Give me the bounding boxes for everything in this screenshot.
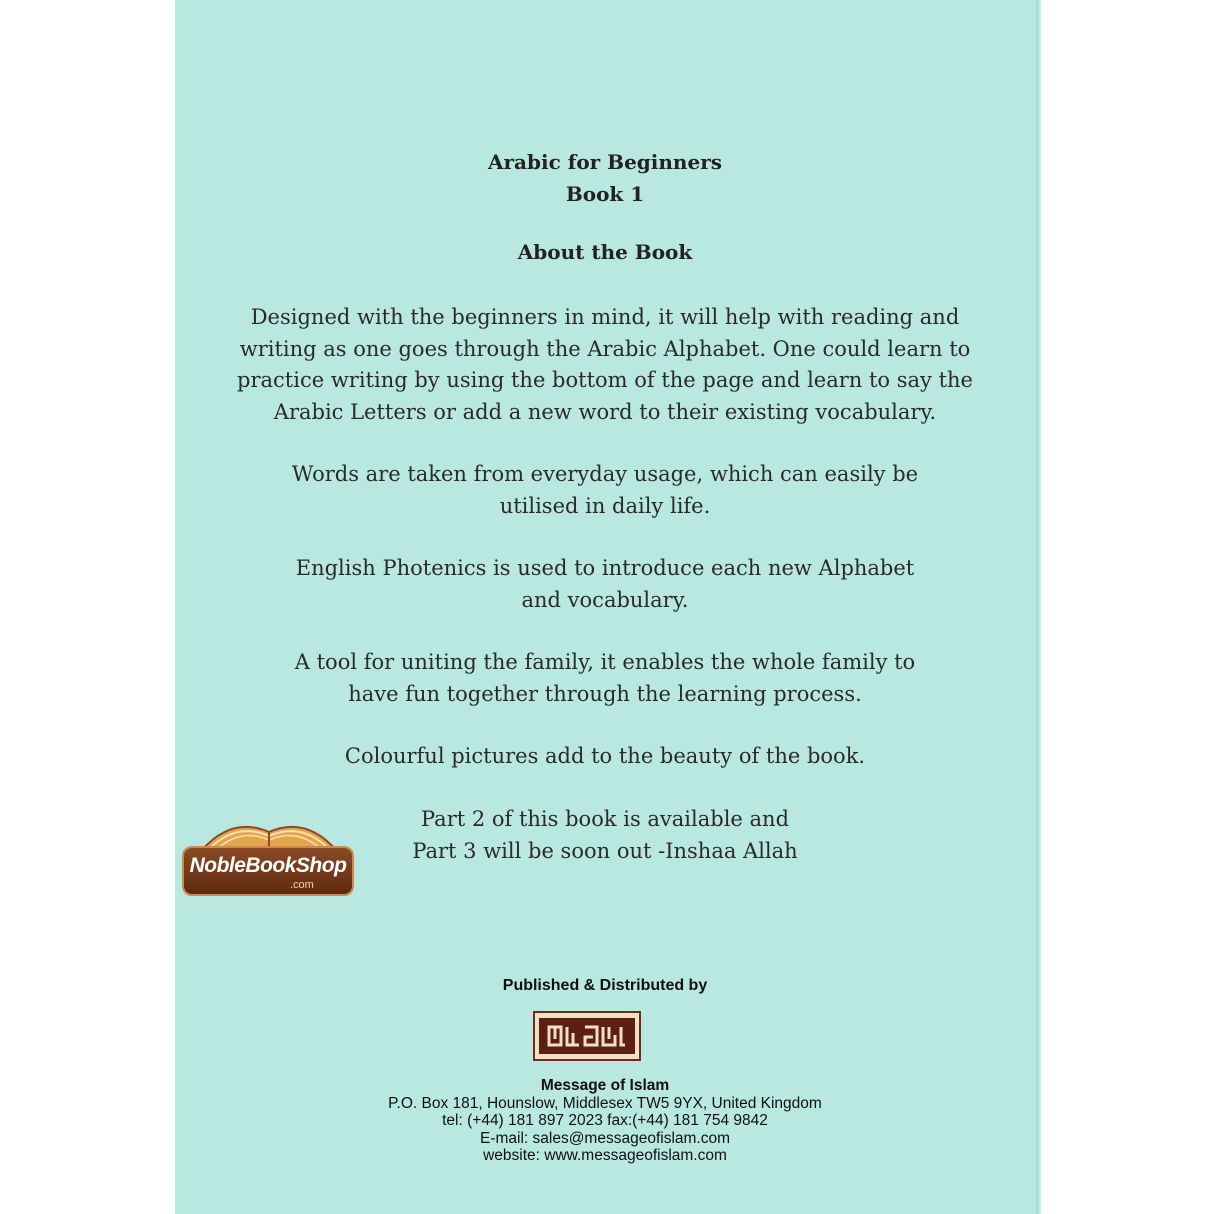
text-line: Arabic Letters or add a new word to their existing vocabulary. — [273, 399, 937, 424]
publisher-details — [175, 1077, 1035, 1165]
text-line: Part 3 will be soon out -Inshaa Allah — [412, 838, 798, 863]
text-line: utilised in daily life. — [499, 493, 711, 518]
book-title-line1: Arabic for Beginners — [488, 150, 722, 174]
text-line: practice writing by using the bottom of the page and learn to say the — [237, 368, 973, 392]
publisher-email: E-mail: sales@messageofislam.com — [479, 1129, 731, 1147]
text-line: Designed with the beginners in mind, it will help with reading and — [250, 305, 960, 329]
text-line: Words are taken from everyday usage, which can easily be — [291, 462, 919, 486]
publisher-phone: tel: (+44) 181 897 2023 fax:(+44) 181 754 9842 — [442, 1112, 768, 1129]
about-heading: About the Book — [517, 240, 693, 264]
paragraph-words — [175, 459, 1035, 522]
badge-suffix: .com — [290, 879, 314, 891]
book-title-line2: Book 1 — [565, 182, 645, 206]
published-heading: Published & Distributed by — [502, 977, 708, 994]
kufic-logo-icon — [539, 1018, 635, 1054]
text-line: and vocabulary. — [521, 587, 689, 612]
cover-edge — [1036, 0, 1041, 1214]
publisher-website: website: www.messageofislam.com — [483, 1147, 727, 1164]
noblebookshop-watermark — [182, 810, 356, 900]
text-line: Colourful pictures add to the beauty of the book. — [344, 744, 866, 768]
publisher-name: Message of Islam — [540, 1077, 670, 1094]
text-line: Part 2 of this book is available and — [420, 807, 790, 831]
text-line: English Photenics is used to introduce each new Alphabet — [295, 556, 915, 580]
paragraph-family — [175, 647, 1035, 710]
text-line: have fun together through the learning process. — [348, 681, 862, 706]
text-line: writing as one goes through the Arabic Alphabet. One could learn to — [239, 336, 971, 361]
text-line: A tool for uniting the family, it enables the whole family to — [294, 650, 916, 674]
paragraph-design — [175, 302, 1035, 428]
book-title — [175, 146, 1035, 210]
publisher-address: P.O. Box 181, Hounslow, Middlesex TW5 9YX, United Kingdom — [388, 1094, 822, 1112]
paragraph-phonetics — [175, 553, 1035, 616]
paragraph-pictures — [175, 741, 1035, 773]
badge-brand: NobleBookShop — [189, 854, 347, 877]
message-of-islam-logo — [533, 1011, 641, 1061]
